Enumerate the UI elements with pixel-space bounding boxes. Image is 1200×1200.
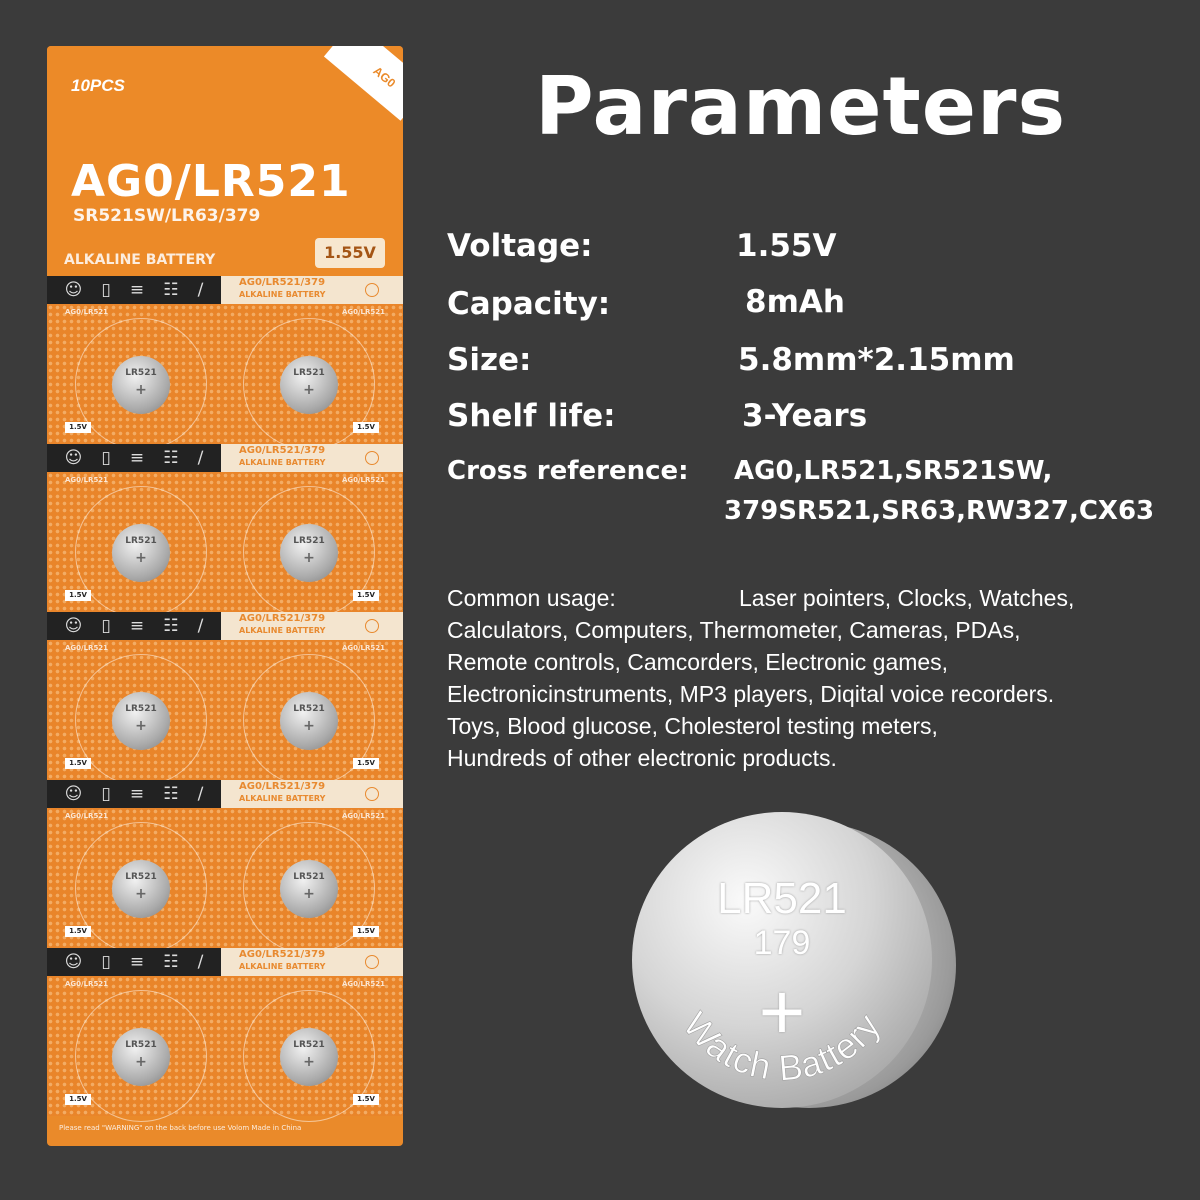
usage-line-4: Electronicinstruments, MP3 players, Diqital voice recorders. <box>447 681 1055 707</box>
coin-number: 179 <box>753 924 811 962</box>
pack-count: 10PCS <box>71 76 125 95</box>
coin-cell: LR521 + <box>280 356 338 414</box>
device-icon: ☷ <box>163 616 179 636</box>
coin-cell: LR521 + <box>112 1028 170 1086</box>
capacity-label: Capacity: <box>447 286 611 322</box>
usage-line-3: Remote controls, Camcorders, Electronic games, <box>447 649 949 675</box>
coin-cell: LR521 + <box>112 860 170 918</box>
common-usage-block <box>447 582 1187 774</box>
section-header <box>47 612 403 640</box>
logo-icon <box>365 451 379 465</box>
voltage-tag: 1.5V <box>353 590 379 601</box>
voltage-tag: 1.5V <box>65 1094 91 1105</box>
section-code: AG0/LR521 <box>65 644 109 652</box>
size-value: 5.8mm*2.15mm <box>738 342 1015 378</box>
device-icon: ☺ <box>64 448 83 468</box>
section-code: AG0/LR521 <box>65 308 109 316</box>
device-icon: ∕ <box>197 280 204 300</box>
device-icon: ☺ <box>64 616 83 636</box>
logo-icon <box>365 619 379 633</box>
section-label: AG0/LR521/379 ALKALINE BATTERY <box>239 445 326 467</box>
device-icon: ☷ <box>163 784 179 804</box>
logo-icon <box>365 787 379 801</box>
page-title: Parameters <box>535 60 1067 153</box>
coin-watch-battery-text: Watch Battery <box>675 1004 889 1089</box>
voltage-badge: 1.55V <box>315 238 385 268</box>
device-icon: ☺ <box>64 280 83 300</box>
coin-cell: LR521 + <box>280 860 338 918</box>
usage-line-1: Common usage: Laser pointers, Clocks, Watches, <box>447 582 1187 614</box>
cross-reference-line-2: 379SR521,SR63,RW327,CX63 <box>724 496 1155 526</box>
card-model-title: AG0/LR521 <box>71 156 351 207</box>
voltage-value: 1.55V <box>736 228 837 264</box>
capacity-value: 8mAh <box>745 284 845 320</box>
section-header <box>47 276 403 304</box>
device-icon: ≡ <box>129 616 145 636</box>
plus-icon: + <box>758 967 806 1056</box>
device-icons <box>47 444 221 472</box>
coin-cell: LR521 + <box>112 524 170 582</box>
device-icon: ▯ <box>101 784 111 804</box>
device-icon: ≡ <box>129 280 145 300</box>
battery-section <box>47 612 403 780</box>
battery-blister-card <box>47 46 403 1146</box>
device-icon: ≡ <box>129 448 145 468</box>
battery-section <box>47 948 403 1116</box>
device-icons <box>47 612 221 640</box>
voltage-tag: 1.5V <box>353 422 379 433</box>
device-icon: ▯ <box>101 448 111 468</box>
shelf-life-label: Shelf life: <box>447 398 616 434</box>
device-icons <box>47 948 221 976</box>
shelf-life-value: 3-Years <box>742 398 868 434</box>
logo-icon <box>365 283 379 297</box>
coin-cell: LR521 + <box>112 356 170 414</box>
coin-cell: LR521 + <box>280 692 338 750</box>
voltage-tag: 1.5V <box>65 926 91 937</box>
device-icon: ≡ <box>129 784 145 804</box>
section-code: AG0/LR521 <box>341 812 385 820</box>
device-icon: ▯ <box>101 616 111 636</box>
section-code: AG0/LR521 <box>341 308 385 316</box>
section-code: AG0/LR521 <box>65 980 109 988</box>
coin-cell: LR521 + <box>280 1028 338 1086</box>
usage-line-2: Calculators, Computers, Thermometer, Cameras, PDAs, <box>447 617 1021 643</box>
voltage-tag: 1.5V <box>65 590 91 601</box>
coin-cell: LR521 + <box>112 692 170 750</box>
device-icon: ▯ <box>101 952 111 972</box>
battery-section <box>47 276 403 444</box>
section-code: AG0/LR521 <box>65 812 109 820</box>
battery-section <box>47 444 403 612</box>
voltage-label: Voltage: <box>447 228 593 264</box>
section-label: AG0/LR521/379 ALKALINE BATTERY <box>239 949 326 971</box>
device-icon: ∕ <box>197 616 204 636</box>
usage-label: Common usage: <box>447 585 616 611</box>
voltage-tag: 1.5V <box>353 758 379 769</box>
usage-line-5: Toys, Blood glucose, Cholesterol testing meters, <box>447 713 938 739</box>
section-label: AG0/LR521/379 ALKALINE BATTERY <box>239 781 326 803</box>
coin-face <box>632 812 932 1108</box>
card-header <box>47 46 403 276</box>
usage-line-6: Hundreds of other electronic products. <box>447 745 837 771</box>
voltage-tag: 1.5V <box>353 926 379 937</box>
device-icon: ∕ <box>197 448 204 468</box>
device-icon: ☷ <box>163 448 179 468</box>
corner-label: AG0 <box>370 63 399 91</box>
device-icon: ∕ <box>197 784 204 804</box>
voltage-tag: 1.5V <box>65 758 91 769</box>
section-code: AG0/LR521 <box>65 476 109 484</box>
coin-cell: LR521 + <box>280 524 338 582</box>
device-icon: ☷ <box>163 952 179 972</box>
section-label: AG0/LR521/379 ALKALINE BATTERY <box>239 613 326 635</box>
device-icon: ▯ <box>101 280 111 300</box>
device-icons <box>47 276 221 304</box>
device-icon: ≡ <box>129 952 145 972</box>
section-header <box>47 948 403 976</box>
cross-reference-line-1: AG0,LR521,SR521SW, <box>734 456 1053 486</box>
device-icon: ☺ <box>64 952 83 972</box>
card-model-subtitle: SR521SW/LR63/379 <box>73 206 261 226</box>
size-label: Size: <box>447 342 532 378</box>
section-header <box>47 780 403 808</box>
section-code: AG0/LR521 <box>341 644 385 652</box>
section-code: AG0/LR521 <box>341 980 385 988</box>
device-icons <box>47 780 221 808</box>
coin-arc-text <box>632 812 932 1108</box>
cross-reference-label: Cross reference: <box>447 456 689 486</box>
battery-section <box>47 780 403 948</box>
card-battery-type: ALKALINE BATTERY <box>64 252 216 268</box>
voltage-tag: 1.5V <box>353 1094 379 1105</box>
device-icon: ☺ <box>64 784 83 804</box>
section-label: AG0/LR521/379 ALKALINE BATTERY <box>239 277 326 299</box>
device-icon: ∕ <box>197 952 204 972</box>
svg-text:Watch Battery <box>675 1004 888 1088</box>
device-icon: ☷ <box>163 280 179 300</box>
section-header <box>47 444 403 472</box>
coin-battery-image <box>632 812 954 1108</box>
voltage-tag: 1.5V <box>65 422 91 433</box>
section-code: AG0/LR521 <box>341 476 385 484</box>
card-warning: Please read "WARNING" on the back before use Volom Made in China <box>59 1124 302 1132</box>
coin-model: LR521 <box>717 874 847 923</box>
logo-icon <box>365 955 379 969</box>
